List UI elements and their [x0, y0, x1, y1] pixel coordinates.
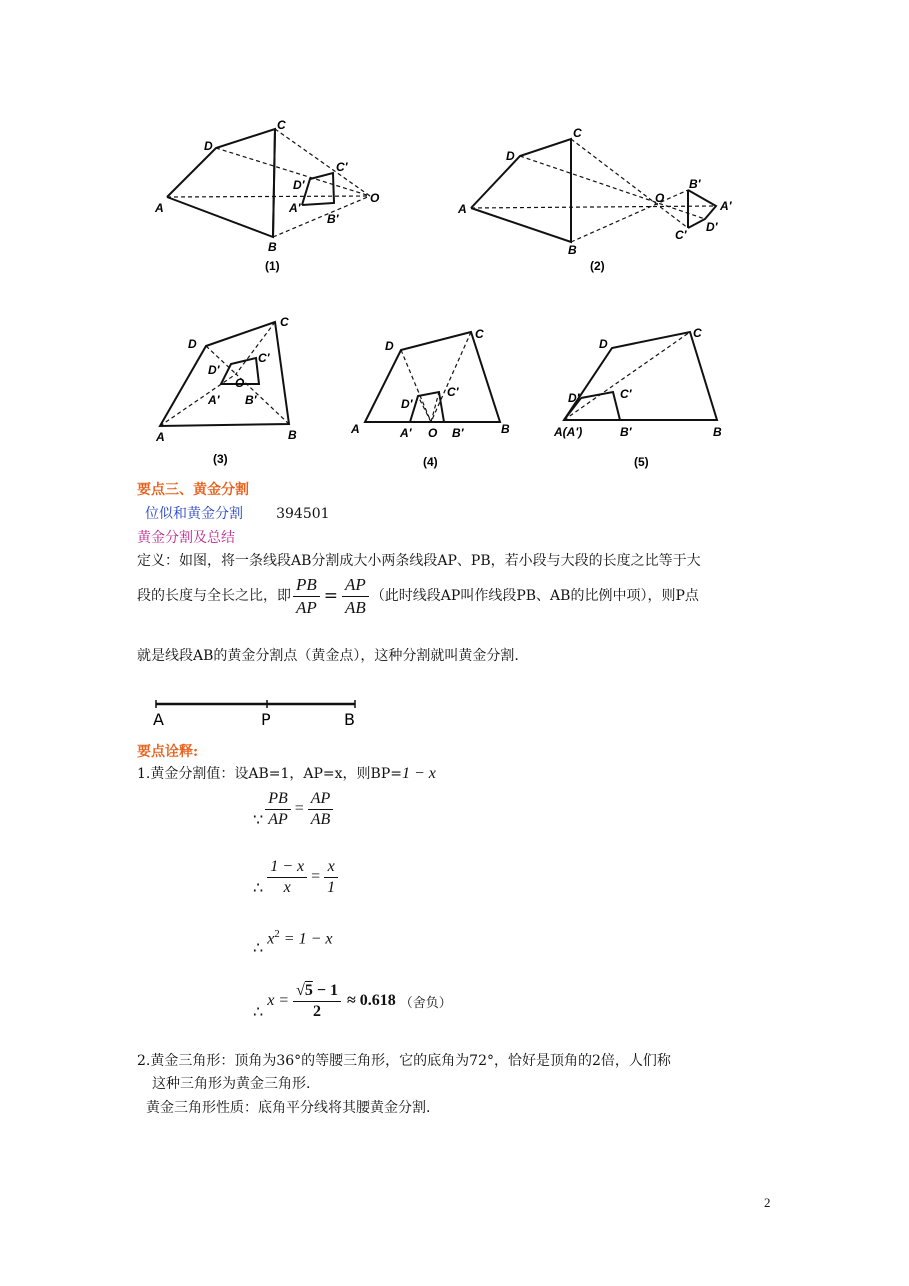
label-C1: C′	[336, 160, 348, 174]
topic-link[interactable]: 位似和黄金分割	[145, 506, 243, 522]
label-C: C	[280, 315, 289, 329]
label-A: A	[351, 422, 360, 436]
label-D: D	[506, 149, 515, 163]
section-heading: 要点三、黄金分割	[137, 482, 249, 498]
point-B: B	[344, 710, 355, 729]
label-D: D	[599, 337, 608, 351]
label-A1: A′	[400, 426, 412, 440]
figure-1	[140, 105, 400, 280]
label-C1: C′	[675, 228, 687, 242]
label-B: B	[568, 243, 577, 257]
segment-diagram	[150, 698, 365, 730]
figure-5	[552, 318, 737, 473]
definition-line3: 就是线段AB的黄金分割点（黄金点），这种分割就叫黄金分割.	[137, 648, 519, 664]
definition-line2: 段的长度与全长之比，即 $\frac{PB}{AP}$ = $\frac{AP}{AB}$ （此时线段AP叫作线段PB、AB的比例中项），则P点	[137, 574, 699, 617]
label-O: O	[428, 426, 438, 440]
label-B1: B′	[245, 393, 257, 407]
label-C: C	[573, 126, 582, 140]
label-D: D	[188, 337, 197, 351]
item2-line1: 2.黄金三角形：顶角为36°的等腰三角形，它的底角为72°，恰好是顶角的2倍，人们称	[137, 1053, 671, 1069]
point-P: P	[261, 710, 271, 729]
label-D1: D′	[706, 220, 718, 234]
caption: (1)	[265, 259, 280, 273]
label-A: A(A′)	[554, 425, 583, 439]
label-B1: B′	[620, 425, 632, 439]
label-A1: A′	[208, 393, 220, 407]
caption: (3)	[213, 452, 228, 466]
label-A1: A′	[289, 201, 301, 215]
caption: (2)	[590, 259, 605, 273]
label-B1: B′	[327, 212, 339, 226]
label-O: O	[655, 191, 665, 205]
label-C: C	[277, 118, 286, 132]
caption: (4)	[423, 455, 438, 469]
item2-property: 黄金三角形性质：底角平分线将其腰黄金分割.	[146, 1100, 431, 1116]
label-D: D	[385, 339, 394, 353]
figure-2	[450, 120, 750, 280]
caption: (5)	[634, 455, 649, 469]
subheading: 黄金分割及总结	[137, 530, 235, 546]
label-A1: A′	[720, 199, 732, 213]
label-C1: C′	[620, 387, 632, 401]
definition-line1: 定义：如图，将一条线段AB分割成大小两条线段AP、PB，若小段与大段的长度之比等于大	[137, 553, 701, 569]
label-A: A	[458, 202, 467, 216]
label-B: B	[268, 240, 277, 254]
label-B1: B′	[689, 177, 701, 191]
topic-code: 394501	[276, 506, 330, 522]
step-3: ∴ $x^2 = 1 - x$	[253, 928, 333, 958]
step-1: ∵ $\frac{PB}{AP}$ = $\frac{AP}{AB}$	[253, 788, 333, 830]
step-2: ∴ $\frac{1 - x}{x}$ = $\frac{x}{1}$	[253, 856, 338, 898]
label-B: B	[713, 425, 722, 439]
label-D1: D′	[208, 363, 220, 377]
point-A: A	[153, 710, 164, 729]
figure-4	[345, 318, 520, 473]
label-B: B	[288, 428, 297, 442]
label-A: A	[156, 430, 165, 444]
item2-line2: 这种三角形为黄金三角形.	[152, 1076, 311, 1092]
label-A: A	[155, 201, 164, 215]
label-D1: D′	[401, 397, 413, 411]
label-C1: C′	[447, 385, 459, 399]
notes-heading: 要点诠释:	[137, 744, 199, 760]
step-4: ∴ x = $\frac{√5 - 1}{2}$ ≈ 0.618 （舍负）	[253, 981, 452, 1021]
label-O: O	[370, 191, 380, 205]
label-C1: C′	[258, 351, 270, 365]
label-B1: B′	[452, 426, 464, 440]
label-C: C	[475, 327, 484, 341]
figure-3	[148, 308, 318, 473]
label-O: O	[235, 376, 245, 390]
label-D1: D′	[568, 391, 580, 405]
label-B: B	[501, 422, 510, 436]
label-D: D	[204, 139, 213, 153]
item1-text: 1.黄金分割值：设AB=1，AP=x，则BP=1 − x	[137, 765, 436, 782]
page-number: 2	[764, 1195, 771, 1210]
label-D1: D′	[293, 178, 305, 192]
label-C: C	[693, 326, 702, 340]
